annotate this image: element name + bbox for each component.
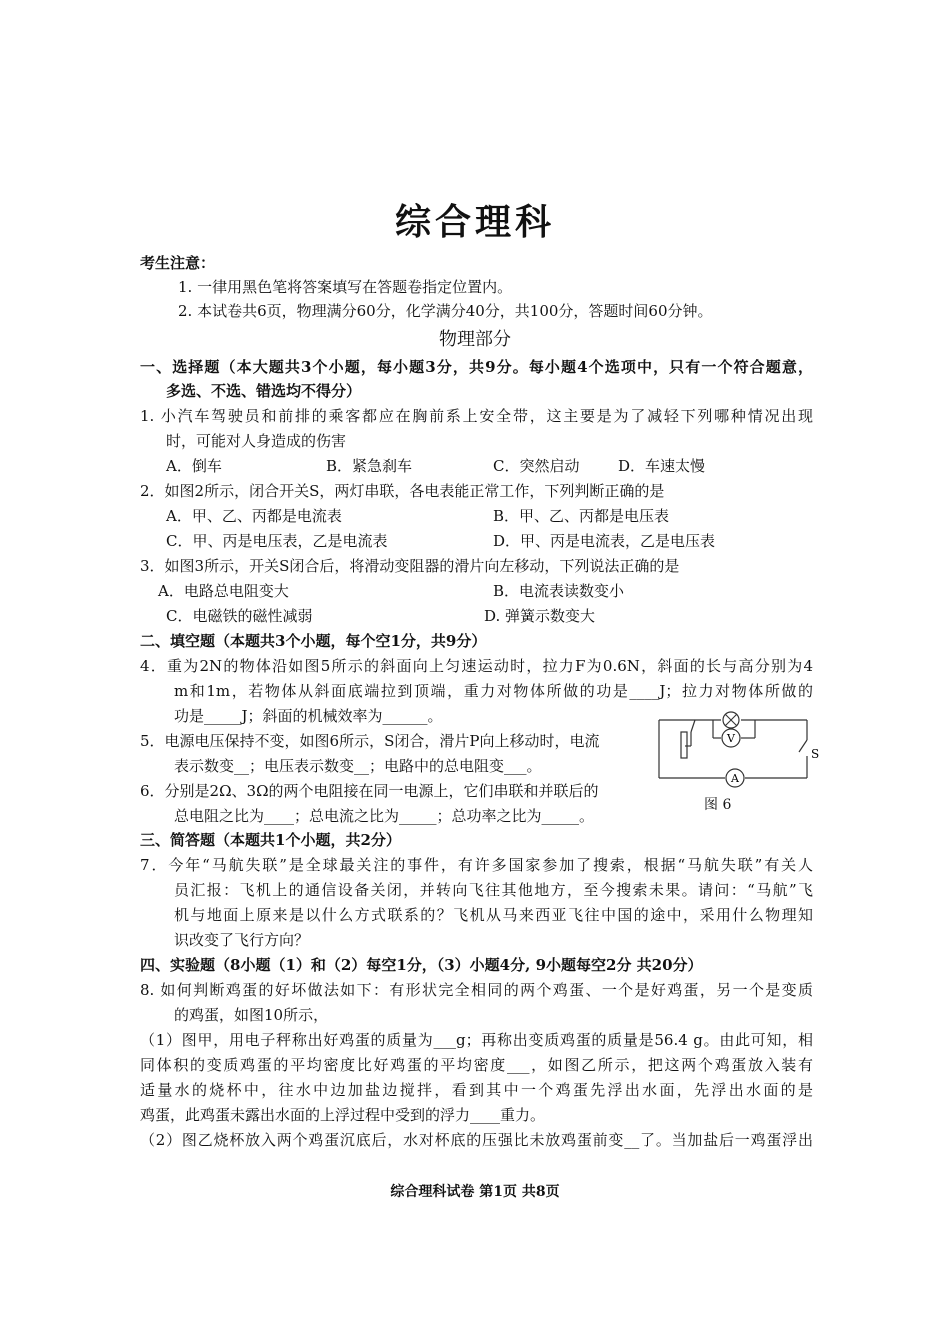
q3-option-a: A．电路总电阻变大	[158, 582, 289, 600]
ammeter-symbol	[726, 769, 744, 787]
q3-stem: 3．如图3所示，开关S闭合后，将滑动变阻器的滑片向左移动，下列说法正确的是	[140, 557, 680, 575]
q1-stem-line1: 1. 小汽车驾驶员和前排的乘客都应在胸前系上安全带，这主要是为了减轻下列哪种情况出现	[140, 407, 813, 425]
q5-line1: 5．电源电压保持不变，如图6所示，S闭合，滑片P向上移动时，电流	[140, 732, 600, 750]
q8-part1-line3: 适量水的烧杯中，往水中边加盐边搅拌，看到其中一个鸡蛋先浮出水面，先浮出水面的是	[140, 1081, 813, 1099]
q1-option-b: B．紧急刹车	[326, 457, 413, 475]
q1-stem-line2: 时，可能对人身造成的伤害	[166, 432, 347, 450]
section3-heading: 三、简答题（本题共1个小题，共2分）	[140, 831, 401, 849]
section1-heading-line2: 多选、不选、错选均不得分）	[166, 382, 362, 400]
section1-heading-line1: 一、选择题（本大题共3个小题，每小题3分，共9分。每小题4个选项中，只有一个符合题意，	[140, 358, 813, 376]
q1-option-c: C．突然启动	[493, 457, 580, 475]
section2-heading: 二、填空题（本题共3个小题，每个空1分，共9分）	[140, 632, 487, 650]
notice-item-1: 1. 一律用黑色笔将答案填写在答题卷指定位置内。	[178, 278, 513, 296]
q2-option-c: C．甲、丙是电压表，乙是电流表	[166, 532, 388, 550]
q6-line2: 总电阻之比为____；总电流之比为_____；总功率之比为_____。	[174, 807, 595, 825]
q8-part2-line1: （2）图乙烧杯放入两个鸡蛋沉底后，水对杯底的压强比未放鸡蛋前变__了。当加盐后一鸡蛋浮出	[140, 1131, 813, 1149]
figure-6-caption: 图 6	[704, 797, 732, 813]
q1-option-d: D．车速太慢	[618, 457, 706, 475]
q8-part1-line1: （1）图甲，用电子秤称出好鸡蛋的质量为___g；再称出变质鸡蛋的质量是56.4 g。由此可知，相	[140, 1031, 813, 1049]
q7-line4: 识改变了飞行方向？	[174, 931, 310, 949]
notice-heading: 考生注意：	[140, 254, 216, 272]
section4-heading: 四、实验题（8小题（1）和（2）每空1分，（3）小题4分, 9小题每空2分 共20分）	[140, 956, 703, 974]
q6-line1: 6．分别是2Ω、3Ω的两个电阻接在同一电源上，它们串联和并联后的	[140, 782, 599, 800]
q7-line2: 员汇报：飞机上的通信设备关闭，并转向飞往其他地方，至今搜索未果。请问：“马航”飞	[174, 881, 813, 899]
q7-line1: 7．今年“马航失联”是全球最关注的事件，有许多国家参加了搜索，根据“马航失联”有关人	[140, 856, 813, 874]
q3-option-b: B．电流表读数变小	[493, 582, 625, 600]
voltmeter-symbol	[722, 729, 740, 747]
q4-line1: 4．重为2N的物体沿如图5所示的斜面向上匀速运动时，拉力F为0.6N，斜面的长与高分别为4	[140, 657, 813, 675]
physics-section-title: 物理部分	[439, 329, 511, 350]
page-footer: 综合理科试卷 第1页 共8页	[390, 1184, 560, 1200]
q4-line2: m和1m，若物体从斜面底端拉到顶端，重力对物体所做的功是____J；拉力对物体所做的	[174, 682, 813, 700]
q3-option-d: D. 弹簧示数变大	[484, 607, 596, 625]
q8-line2: 的鸡蛋，如图10所示，	[174, 1006, 329, 1024]
exam-title: 综合理科	[394, 201, 555, 243]
q7-line3: 机与地面上原来是以什么方式联系的？飞机从马来西亚飞往中国的途中，采用什么物理知	[174, 906, 813, 924]
q3-option-c: C．电磁铁的磁性减弱	[166, 607, 313, 625]
voltmeter-label: V	[727, 732, 735, 745]
q8-part1-line4: 鸡蛋，此鸡蛋未露出水面的上浮过程中受到的浮力____重力。	[140, 1106, 546, 1124]
notice-item-2: 2. 本试卷共6页，物理满分60分，化学满分40分，共100分，答题时间60分钟。	[178, 302, 713, 320]
lamp-symbol	[723, 712, 739, 728]
figure-6-circuit	[655, 712, 820, 786]
q4-line3: 功是_____J；斜面的机械效率为______。	[174, 707, 443, 725]
q8-part1-line2: 同体积的变质鸡蛋的平均密度比好鸡蛋的平均密度___，如图乙所示，把这两个鸡蛋放入装有	[140, 1056, 813, 1074]
ammeter-label: A	[731, 772, 739, 785]
q1-option-a: A．倒车	[166, 457, 222, 475]
q2-stem: 2．如图2所示，闭合开关S，两灯串联，各电表能正常工作，下列判断正确的是	[140, 482, 665, 500]
q2-option-a: A．甲、乙、丙都是电流表	[166, 507, 342, 525]
q5-line2: 表示数变__；电压表示数变__；电路中的总电阻变___。	[174, 757, 542, 775]
q8-line1: 8. 如何判断鸡蛋的好坏做法如下：有形状完全相同的两个鸡蛋、一个是好鸡蛋，另一个是变质	[140, 981, 813, 999]
q2-option-d: D．甲、丙是电流表，乙是电压表	[493, 532, 716, 550]
q2-option-b: B．甲、乙、丙都是电压表	[493, 507, 670, 525]
switch-label: S	[811, 747, 820, 761]
